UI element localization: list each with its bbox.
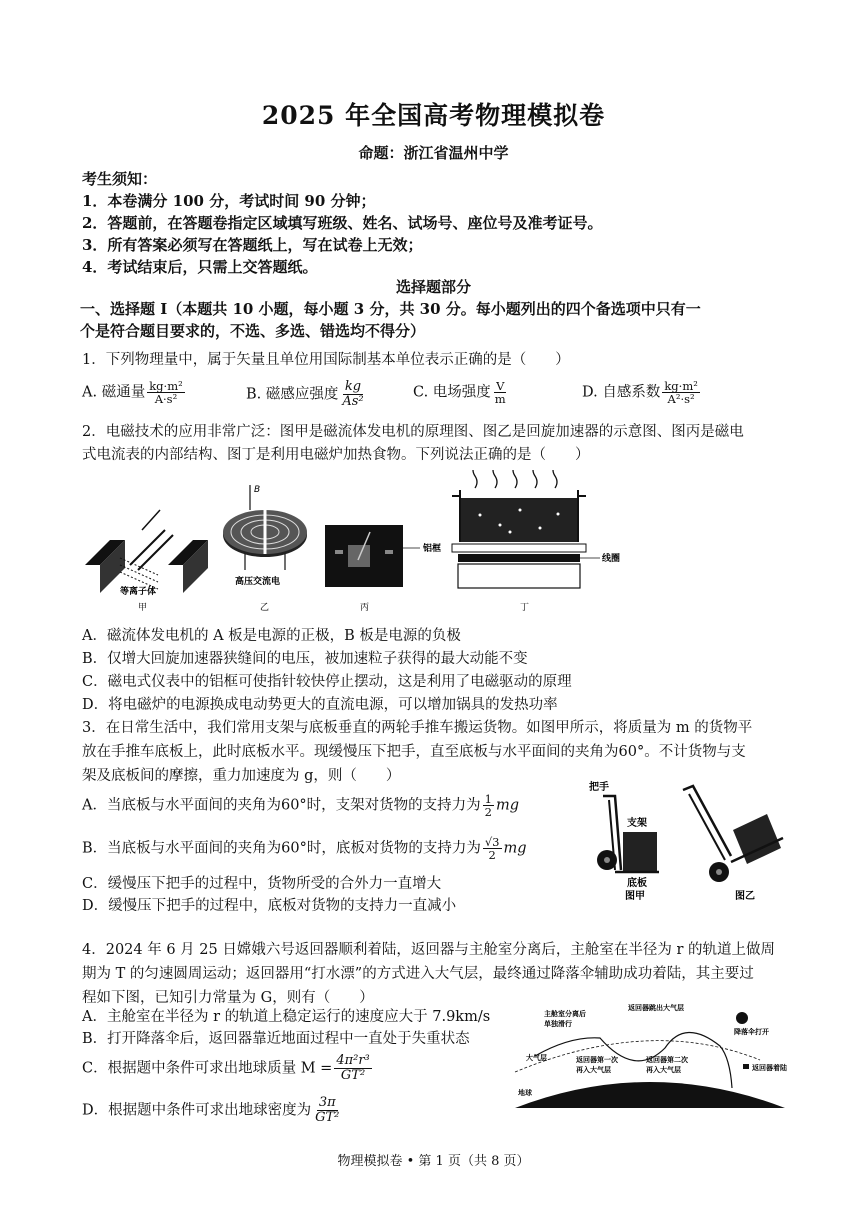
label-frame: 铝框 [423,544,442,554]
figure-yi [223,485,307,613]
label-high-voltage: 高压交流电 [235,577,281,587]
exam-setter: 命题：浙江省温州中学 [358,144,509,162]
q1-option-b-fraction [340,380,365,409]
label-plasma: 等离子体 [120,587,157,597]
q2-stem-line2: 式电流表的内部结构、图丁是利用电磁炉加热食物。下列说法正确的是（ ） [82,447,590,463]
q4-reentry-figure [510,998,790,1113]
q1-option-d-fraction [662,380,700,405]
q3-option-b [82,836,527,861]
q4-stem-line2: 期为 T 的匀速圆周运动；返回器用“打水漂”的方式进入大气层，最终通过降落伞辅助成功着陆，其主要过 [82,966,754,982]
q2-option-c: C．磁电式仪表中的铝框可使指针较快停止摆动，这是利用了电磁驱动的原理 [82,674,572,690]
q3-stem-line3: 架及底板间的摩擦，重力加速度为 g，则（ ） [82,768,401,784]
q3-option-a-text: A．当底板与水平面间的夹角为60°时，支架对货物的支持力为 [82,797,481,814]
parachute-icon [736,1012,748,1024]
notice-item-3: 3．所有答案必须写在答题纸上，写在试卷上无效； [82,236,423,254]
q4-stem-line1: 4．2024 年 6 月 25 日嫦娥六号返回器顺利着陆，返回器与主舱室分离后，主舱室在半径为 r 的轨道上做周 [82,942,775,958]
label-parachute: 降落伞打开 [734,1028,769,1036]
q1-a-num: kg·m² [149,379,183,393]
q3-a-den: 2 [484,805,492,819]
q3-option-d: D．缓慢压下把手的过程中，底板对货物的支持力一直减小 [82,898,457,914]
q1-option-d [582,380,702,405]
label-second-reentry-2: 再入大气层 [646,1066,681,1074]
label-separation: 主舱室分离后 [544,1010,586,1018]
notice-item-4: 4．考试结束后，只需上交答题纸。 [82,258,318,276]
q3-option-c: C．缓慢压下把手的过程中，货物所受的合外力一直增大 [82,876,442,892]
q3-cart-figure [585,778,795,906]
q1-c-num: V [496,379,505,393]
q3-option-a [82,793,519,818]
q4-option-a: A．主舱室在半径为 r 的轨道上稳定运行的速度应大于 7.9km/s [82,1009,491,1025]
q4-option-d-text: D．根据题中条件可求出地球密度为 [82,1102,312,1119]
q2-stem-line1: 2．电磁技术的应用非常广泛：图甲是磁流体发电机的原理图、图乙是回旋加速器的示意图、图丙是磁电 [82,424,744,440]
q4-option-d [82,1096,343,1125]
label-glide: 单独滑行 [544,1020,572,1028]
q3-option-b-fraction [483,836,502,861]
page-footer: 物理模拟卷 • 第 1 页（共 8 页） [337,1154,530,1169]
label-first-reentry: 返回器第一次 [576,1056,618,1064]
q3-option-a-tail: mg [496,797,520,814]
q1-a-den: A·s² [154,392,178,406]
label-jia: 甲 [138,603,148,613]
q1-c-den: m [494,392,506,406]
notice-item-2: 2．答题前，在答题卷指定区域填写班级、姓名、试场号、座位号及准考证号。 [82,214,603,232]
q4-option-d-fraction [313,1096,341,1125]
q4-option-c-text: C．根据题中条件可求出地球质量 M = [82,1060,333,1077]
q4-c-den: GT² [340,1068,366,1083]
section-title: 选择题部分 [395,278,471,296]
figure-bing [325,525,441,613]
q2-figures [80,470,640,615]
q1-d-den: A²·s² [667,392,695,406]
label-ding: 丁 [520,603,530,613]
q2-option-a: A．磁流体发电机的 A 板是电源的正极，B 板是电源的负极 [82,628,461,644]
q1-b-den: As² [342,394,364,409]
q3-b-num: √3 [484,835,500,849]
q1-option-a-fraction [147,380,185,405]
label-second-reentry: 返回器第二次 [646,1056,688,1064]
label-fig-a: 图甲 [625,891,645,902]
q4-stem-line3: 程如下图，已知引力常量为 G，则有（ ） [82,990,374,1006]
q4-d-den: GT² [315,1110,340,1125]
q1-option-b-text: B. 磁感应强度 [246,386,339,403]
q1-stem: 1．下列物理量中，属于矢量且单位用国际制基本单位表示正确的是（ ） [82,352,570,368]
q3-stem-line2: 放在手推车底板上，此时底板水平。现缓慢压下把手，直至底板与水平面间的夹角为60°。不计货物与支 [82,744,746,760]
label-landing: 返回器着陆 [752,1064,787,1072]
reentry-trajectory [535,1032,732,1088]
label-bing: 丙 [360,603,370,613]
q3-option-b-tail: mg [503,840,527,857]
part1-instruction-line2: 个是符合题目要求的，不选、多选、错选均不得分） [80,322,426,340]
q3-a-num: 1 [484,792,492,806]
cart-figure-a [589,780,659,902]
q2-option-d: D．将电磁炉的电源换成电动势更大的直流电源，可以增加锅具的发热功率 [82,697,558,713]
q1-option-c [413,380,510,405]
figure-jia [85,510,208,613]
q3-option-a-fraction [483,793,494,818]
figure-ding [452,470,620,613]
q1-b-num: kg [344,379,362,394]
q3-b-den: 2 [488,848,496,862]
cart-figure-b [683,786,783,902]
label-b-field: B [254,485,261,495]
page-title: 2025 年全国高考物理模拟卷 [261,101,606,130]
q4-d-num: 3π [318,1095,336,1110]
label-coil: 线圈 [602,554,621,564]
q2-option-b: B．仅增大回旋加速器狭缝间的电压，被加速粒子获得的最大动能不变 [82,651,528,667]
q4-option-b: B．打开降落伞后，返回器靠近地面过程中一直处于失重状态 [82,1031,470,1047]
atmosphere-boundary [515,1041,760,1072]
label-bracket: 支架 [627,818,647,829]
q1-option-d-text: D. 自感系数 [582,384,661,401]
q4-option-c-fraction [334,1054,371,1083]
label-base: 底板 [627,878,647,889]
capsule-icon [743,1064,749,1069]
q1-d-num: kg·m² [664,379,698,393]
q1-option-b [246,380,368,409]
label-first-reentry-2: 再入大气层 [576,1066,611,1074]
label-earth: 地球 [518,1089,532,1097]
label-exit-atmosphere: 返回器跳出大气层 [628,1004,684,1012]
q4-c-num: 4π²r³ [336,1053,370,1068]
earth-shape [515,1082,785,1108]
label-yi: 乙 [260,603,270,613]
q4-option-c [82,1054,374,1083]
label-atmosphere: 大气层 [526,1054,547,1062]
label-handle: 把手 [589,782,609,793]
label-fig-b: 图乙 [735,891,755,902]
q1-option-c-fraction [493,380,508,405]
q3-option-b-text: B．当底板与水平面间的夹角为60°时，底板对货物的支持力为 [82,840,481,857]
q1-option-a-text: A. 磁通量 [82,384,146,401]
q1-option-c-text: C. 电场强度 [413,384,491,401]
notice-heading: 考生须知： [82,170,158,188]
q3-stem-line1: 3．在日常生活中，我们常用支架与底板垂直的两轮手推车搬运货物。如图甲所示，将质量为 m 的货物平 [82,720,753,736]
part1-instruction-line1: 一、选择题 I（本题共 10 小题，每小题 3 分，共 30 分。每小题列出的四个备选项中只有一 [80,300,701,318]
notice-item-1: 1．本卷满分 100 分，考试时间 90 分钟； [82,192,376,210]
q1-option-a [82,380,187,405]
